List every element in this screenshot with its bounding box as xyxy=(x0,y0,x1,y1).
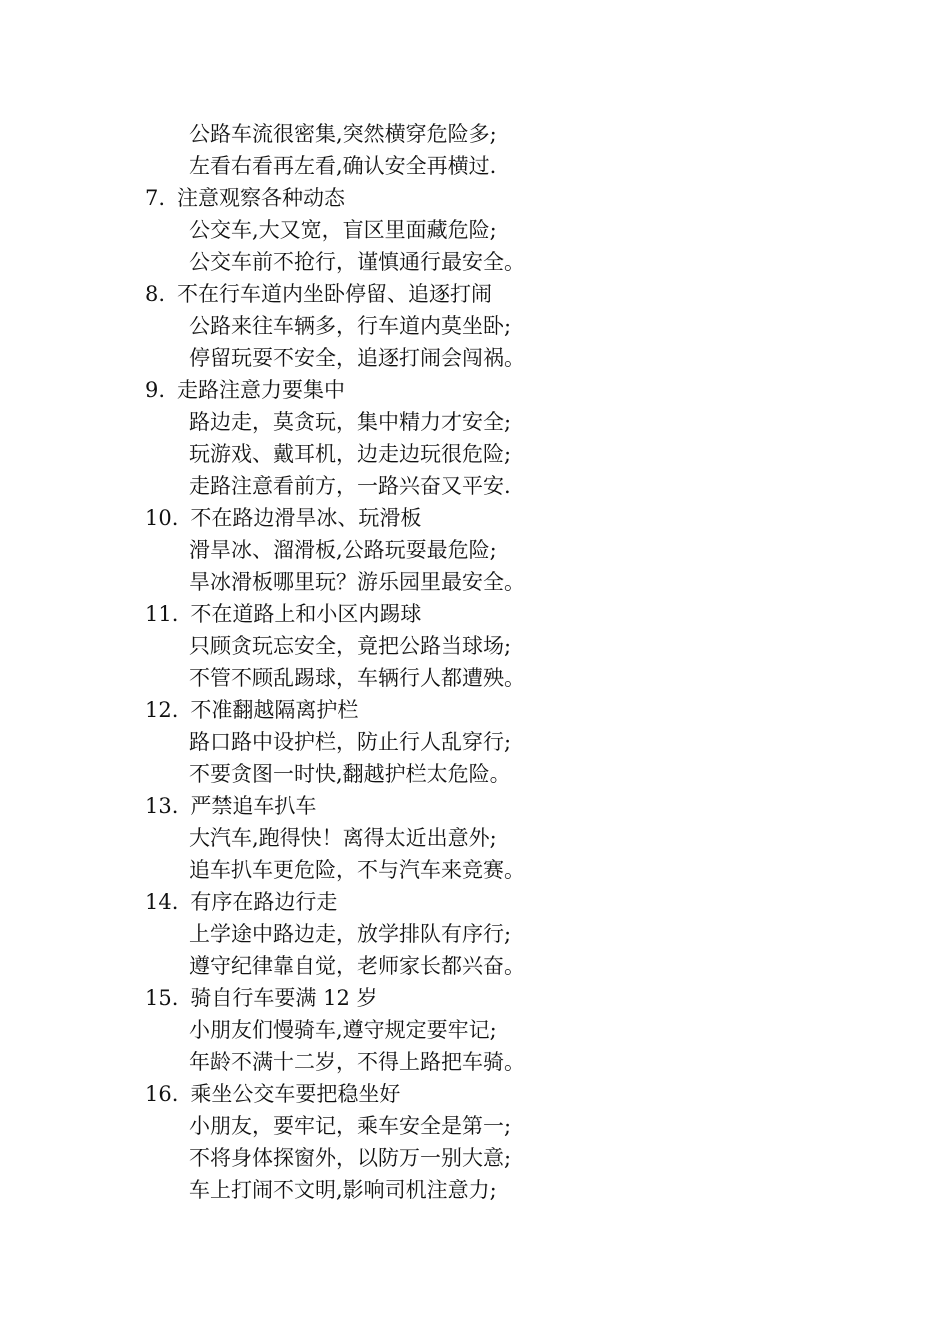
rule-number: 7. xyxy=(145,186,166,210)
rule-verse-line: 只顾贪玩忘安全，竟把公路当球场; xyxy=(189,634,512,658)
rule-verse-line: 走路注意看前方，一路兴奋又平安. xyxy=(189,474,511,498)
rule-verse-line: 小朋友们慢骑车,遵守规定要牢记; xyxy=(189,1018,497,1042)
rule-heading xyxy=(0,694,950,726)
rule-verse-line: 不将身体探窗外，以防万一别大意; xyxy=(189,1146,512,1170)
rule-number: 12. xyxy=(145,698,179,722)
rule-verse-line: 不管不顾乱踢球，车辆行人都遭殃。 xyxy=(189,666,525,690)
rule-verse-line: 遵守纪律靠自觉，老师家长都兴奋。 xyxy=(189,954,525,978)
rule-title: 有序在路边行走 xyxy=(190,890,338,914)
intro-line: 公路车流很密集,突然横穿危险多; xyxy=(189,122,497,146)
rule-heading xyxy=(0,374,950,406)
rule-heading xyxy=(0,790,950,822)
rule-title: 不在路边滑旱冰、玩滑板 xyxy=(190,506,422,530)
rule-verse-line: 上学途中路边走，放学排队有序行; xyxy=(189,922,512,946)
rule-verse-line: 旱冰滑板哪里玩？游乐园里最安全。 xyxy=(189,570,525,594)
rule-heading xyxy=(0,182,950,214)
rule-number: 10. xyxy=(145,506,179,530)
rule-title: 不准翻越隔离护栏 xyxy=(190,698,359,722)
rule-verse-line: 玩游戏、戴耳机，边走边玩很危险; xyxy=(189,442,512,466)
rules-list xyxy=(0,182,950,1206)
rule-heading xyxy=(0,502,950,534)
rule-verse-line: 年龄不满十二岁，不得上路把车骑。 xyxy=(189,1050,525,1074)
rule-title: 不在行车道内坐卧停留、追逐打闹 xyxy=(177,282,493,306)
rule-verse-line: 大汽车,跑得快！离得太近出意外; xyxy=(189,826,497,850)
rule-heading xyxy=(0,598,950,630)
rule-number: 9. xyxy=(145,378,166,402)
rule-number: 15. xyxy=(145,986,179,1010)
rule-verse-line: 公交车,大又宽，盲区里面藏危险; xyxy=(189,218,497,242)
rule-heading xyxy=(0,886,950,918)
rule-verse-line: 追车扒车更危险，不与汽车来竞赛。 xyxy=(189,858,525,882)
rule-heading xyxy=(0,278,950,310)
rule-heading xyxy=(0,1078,950,1110)
rule-title: 走路注意力要集中 xyxy=(177,378,346,402)
rule-number: 8. xyxy=(145,282,166,306)
rule-verse-line: 不要贪图一时快,翻越护栏太危险。 xyxy=(189,762,511,786)
rule-number: 13. xyxy=(145,794,179,818)
rule-number: 11. xyxy=(145,602,179,626)
rule-title: 注意观察各种动态 xyxy=(177,186,346,210)
rule-number: 16. xyxy=(145,1082,179,1106)
rule-verse-line: 车上打闹不文明,影响司机注意力; xyxy=(189,1178,497,1202)
rule-verse-line: 滑旱冰、溜滑板,公路玩耍最危险; xyxy=(189,538,497,562)
rule-verse-line: 小朋友，要牢记，乘车安全是第一; xyxy=(189,1114,512,1138)
rule-number: 14. xyxy=(145,890,179,914)
rule-verse-line: 停留玩耍不安全，追逐打闹会闯祸。 xyxy=(189,346,525,370)
rule-verse-line: 公路来往车辆多，行车道内莫坐卧; xyxy=(189,314,512,338)
intro-line: 左看右看再左看,确认安全再横过. xyxy=(189,154,497,178)
rule-title: 乘坐公交车要把稳坐好 xyxy=(190,1082,401,1106)
document-page xyxy=(0,118,950,1206)
rule-heading xyxy=(0,982,950,1014)
rule-verse-line: 公交车前不抢行，谨慎通行最安全。 xyxy=(189,250,525,274)
rule-verse-line: 路口路中设护栏，防止行人乱穿行; xyxy=(189,730,512,754)
rule-verse-line: 路边走，莫贪玩，集中精力才安全; xyxy=(189,410,512,434)
rule-title: 骑自行车要满 12 岁 xyxy=(190,986,378,1010)
rule-title: 严禁追车扒车 xyxy=(190,794,317,818)
rule-title: 不在道路上和小区内踢球 xyxy=(190,602,422,626)
